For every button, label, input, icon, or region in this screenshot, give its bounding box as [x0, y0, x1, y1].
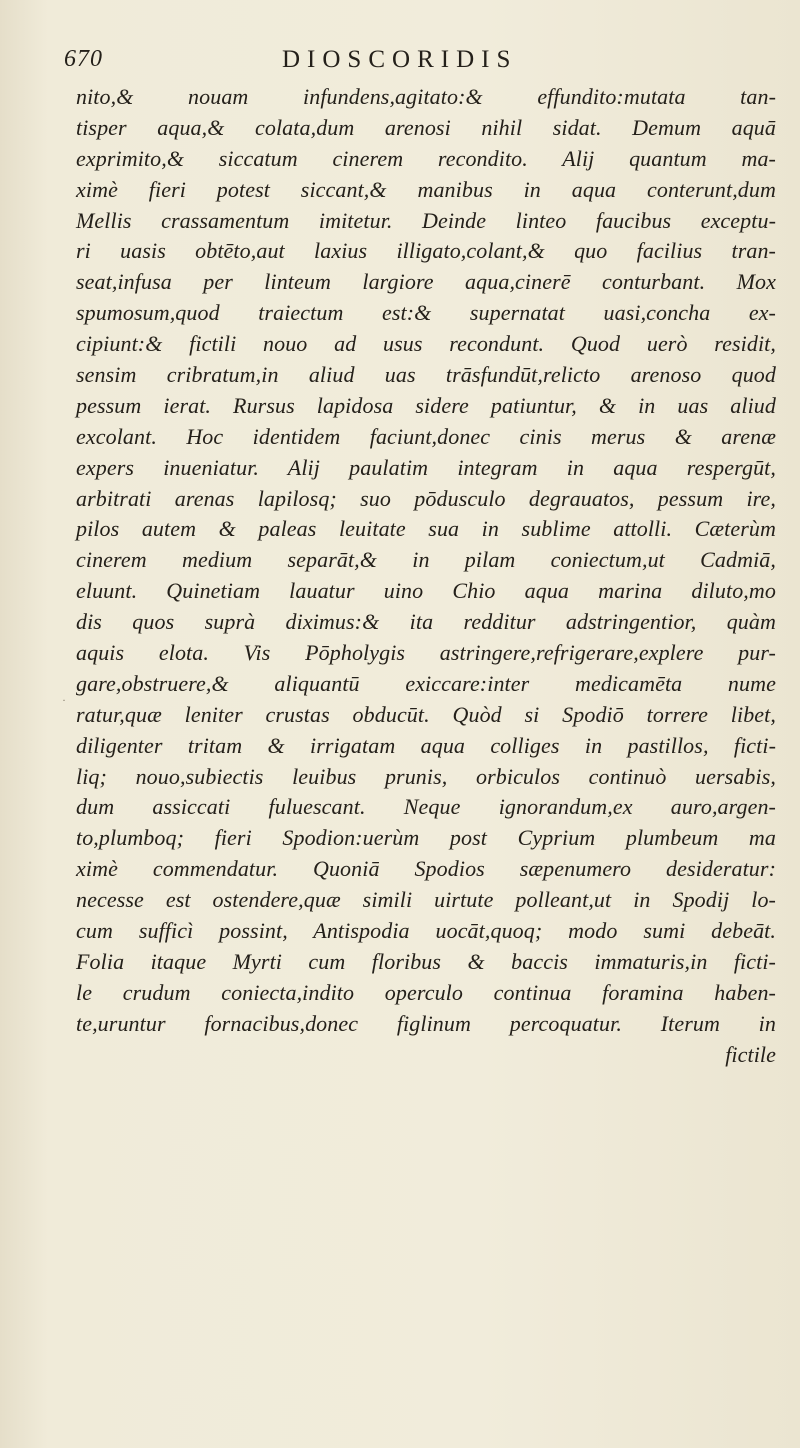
text-line: expers inueniatur. Alij paulatim integram in aqua respergūt, — [76, 454, 776, 480]
running-head: DIOSCORIDIS — [282, 46, 518, 73]
text-line: Folia itaque Myrti cum floribus & baccis immaturis,in ficti- — [76, 948, 776, 974]
text-line: ri uasis obtēto,aut laxius illigato,colant,& quo facilius tran- — [76, 238, 776, 264]
text-line: to,plumboq; fieri Spodion:uerùm post Cyprium plumbeum ma — [76, 825, 776, 851]
text-line: cipiunt:& fictili nouo ad usus recondunt. Quod uerò residit, — [76, 331, 776, 357]
text-line: aquis elota. Vis Pōpholygis astringere,refrigerare,explere pur- — [76, 640, 776, 666]
text-line: ximè fieri potest siccant,& manibus in aqua conterunt,dum — [76, 176, 776, 202]
text-line: pilos autem & paleas leuitate sua in sublime attolli. Cæterùm — [76, 516, 776, 542]
text-line: te,uruntur fornacibus,donec figlinum percoquatur. Iterum in — [76, 1010, 776, 1036]
text-line: seat,infusa per linteum largiore aqua,cinerē conturbant. Mox — [76, 269, 776, 295]
text-line: cinerem medium separāt,& in pilam coniectum,ut Cadmiā, — [76, 547, 776, 573]
text-line: Mellis crassamentum imitetur. Deinde linteo faucibus exceptu- — [76, 207, 776, 233]
text-line: arbitrati arenas lapilosq; suo pōdusculo degrauatos, pessum ire, — [76, 485, 776, 511]
text-line: necesse est ostendere,quæ simili uirtute polleant,ut in Spodij lo- — [76, 887, 776, 913]
text-line: tisper aqua,& colata,dum arenosi nihil sidat. Demum aquā — [76, 114, 776, 140]
text-line: dis quos suprà diximus:& ita redditur adstringentior, quàm — [76, 609, 776, 635]
text-line: pessum ierat. Rursus lapidosa sidere patiuntur, & in uas aliud — [76, 392, 776, 418]
page-header — [0, 42, 800, 82]
page-number: 670 — [64, 46, 103, 72]
text-line: ximè commendatur. Quoniā Spodios sæpenumero desideratur: — [76, 856, 776, 882]
text-line: diligenter tritam & irrigatam aqua colliges in pastillos, ficti- — [76, 732, 776, 758]
text-line: le crudum coniecta,indito operculo continua foramina haben- — [76, 979, 776, 1005]
body-text — [76, 82, 776, 1071]
text-line: liq; nouo,subiectis leuibus prunis, orbiculos continuò uersabis, — [76, 763, 776, 789]
text-line: ratur,quæ leniter crustas obducūt. Quòd si Spodiō torrere libet, — [76, 701, 776, 727]
text-line: eluunt. Quinetiam lauatur uino Chio aqua marina diluto,mo — [76, 578, 776, 604]
text-line: exprimito,& siccatum cinerem recondito. Alij quantum ma- — [76, 145, 776, 171]
text-line: cum sufficì possint, Antispodia uocāt,quoq; modo sumi debeāt. — [76, 918, 776, 944]
catchword: fictile — [725, 1041, 776, 1067]
text-line: gare,obstruere,& aliquantū exiccare:inter medicamēta nume — [76, 670, 776, 696]
text-line: sensim cribratum,in aliud uas trāsfundūt,relicto arenoso quod — [76, 362, 776, 388]
text-line: excolant. Hoc identidem faciunt,donec cinis merus & arenæ — [76, 423, 776, 449]
text-line: nito,& nouam infundens,agitato:& effundito:mutata tan- — [76, 84, 776, 109]
text-line: dum assiccati fuluescant. Neque ignorandum,ex auro,argen- — [76, 794, 776, 820]
text-line: spumosum,quod traiectum est:& supernatat uasi,concha ex- — [76, 300, 776, 326]
margin-mark: · — [62, 693, 66, 707]
